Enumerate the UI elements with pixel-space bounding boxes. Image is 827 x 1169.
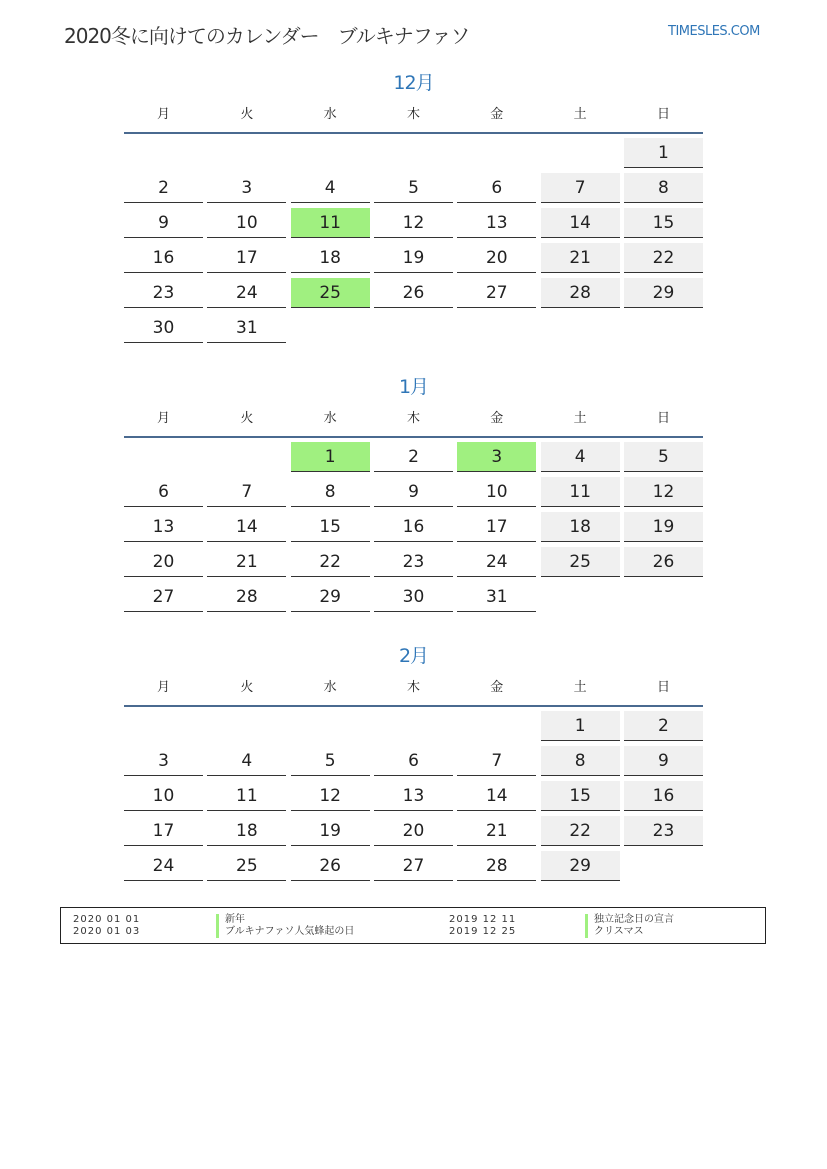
day-cell: 9	[374, 477, 453, 507]
empty-cell	[457, 138, 536, 168]
day-cell: 8	[541, 746, 620, 776]
day-cell: 23	[124, 278, 203, 308]
weekday-label: 火	[240, 680, 254, 695]
day-cell: 19	[624, 512, 703, 542]
day-cell: 27	[124, 582, 203, 612]
empty-cell	[124, 442, 203, 472]
weekday-label: 日	[656, 107, 670, 122]
day-cell: 4	[291, 173, 370, 203]
weekday-label: 月	[156, 107, 170, 122]
weekday-label: 土	[573, 411, 587, 426]
weekday-label: 木	[406, 107, 420, 122]
weekday-label: 月	[156, 411, 170, 426]
day-cell: 21	[457, 816, 536, 846]
day-cell: 4	[207, 746, 286, 776]
day-cell: 13	[457, 208, 536, 238]
weekday-header	[124, 98, 703, 134]
day-cell: 28	[207, 582, 286, 612]
day-cell: 30	[374, 582, 453, 612]
day-cell: 3	[124, 746, 203, 776]
weekday-label: 金	[490, 411, 504, 426]
day-cell: 21	[207, 547, 286, 577]
day-cell: 13	[374, 781, 453, 811]
weekday-label: 日	[656, 411, 670, 426]
day-cell: 18	[541, 512, 620, 542]
day-cell: 8	[624, 173, 703, 203]
day-cell: 25	[207, 851, 286, 881]
weekday-label: 水	[323, 680, 337, 695]
day-cell: 5	[374, 173, 453, 203]
empty-cell	[124, 138, 203, 168]
day-cell: 22	[541, 816, 620, 846]
day-cell: 2	[374, 442, 453, 472]
day-cell: 20	[124, 547, 203, 577]
day-cell: 17	[207, 243, 286, 273]
day-cell: 23	[374, 547, 453, 577]
day-cell: 29	[624, 278, 703, 308]
month-calendar	[124, 68, 703, 343]
day-cell: 2	[124, 173, 203, 203]
day-cell: 6	[124, 477, 203, 507]
day-cell: 5	[291, 746, 370, 776]
weekday-label: 火	[240, 411, 254, 426]
day-cell: 11	[541, 477, 620, 507]
day-cell: 6	[457, 173, 536, 203]
holiday-day-cell: 3	[457, 442, 536, 472]
day-cell: 27	[374, 851, 453, 881]
legend-name: ブルキナファソ人気蜂起の日	[216, 926, 354, 938]
day-cell: 5	[624, 442, 703, 472]
day-cell: 14	[541, 208, 620, 238]
day-cell: 11	[207, 781, 286, 811]
day-cell: 6	[374, 746, 453, 776]
weekday-label: 金	[490, 680, 504, 695]
day-cell: 31	[207, 313, 286, 343]
month-name: 2月	[398, 645, 429, 667]
day-cell: 20	[374, 816, 453, 846]
day-cell: 14	[457, 781, 536, 811]
day-cell: 2	[624, 711, 703, 741]
day-cell: 18	[207, 816, 286, 846]
day-cell: 10	[457, 477, 536, 507]
day-cell: 18	[291, 243, 370, 273]
day-cell: 15	[624, 208, 703, 238]
month-name: 12月	[393, 72, 434, 94]
day-grid	[124, 138, 703, 343]
page-title: 2020冬に向けてのカレンダー ブルキナファソ	[64, 24, 470, 48]
day-cell: 29	[291, 582, 370, 612]
day-grid	[124, 442, 703, 612]
legend-date: 2019 12 25	[449, 926, 517, 937]
day-cell: 15	[541, 781, 620, 811]
weekday-label: 月	[156, 680, 170, 695]
legend-name: クリスマス	[585, 926, 644, 938]
weekday-header	[124, 402, 703, 438]
day-grid	[124, 711, 703, 881]
day-cell: 17	[457, 512, 536, 542]
day-cell: 12	[374, 208, 453, 238]
day-cell: 14	[207, 512, 286, 542]
legend-name: 独立記念日の宣言	[585, 914, 674, 926]
day-cell: 9	[624, 746, 703, 776]
day-cell: 15	[291, 512, 370, 542]
day-cell: 28	[541, 278, 620, 308]
day-cell: 25	[541, 547, 620, 577]
day-cell: 19	[291, 816, 370, 846]
day-cell: 10	[207, 208, 286, 238]
weekday-label: 木	[406, 680, 420, 695]
legend-name: 新年	[216, 914, 245, 926]
day-cell: 19	[374, 243, 453, 273]
day-cell: 28	[457, 851, 536, 881]
empty-cell	[374, 711, 453, 741]
empty-cell	[291, 711, 370, 741]
day-cell: 12	[624, 477, 703, 507]
empty-cell	[207, 711, 286, 741]
holiday-day-cell: 25	[291, 278, 370, 308]
weekday-label: 土	[573, 680, 587, 695]
day-cell: 7	[541, 173, 620, 203]
day-cell: 7	[457, 746, 536, 776]
weekday-label: 日	[656, 680, 670, 695]
empty-cell	[207, 138, 286, 168]
weekday-label: 水	[323, 107, 337, 122]
day-cell: 1	[624, 138, 703, 168]
empty-cell	[374, 138, 453, 168]
weekday-label: 土	[573, 107, 587, 122]
weekday-label: 木	[406, 411, 420, 426]
weekday-label: 水	[323, 411, 337, 426]
day-cell: 1	[541, 711, 620, 741]
empty-cell	[457, 711, 536, 741]
day-cell: 31	[457, 582, 536, 612]
day-cell: 24	[207, 278, 286, 308]
day-cell: 4	[541, 442, 620, 472]
day-cell: 30	[124, 313, 203, 343]
month-calendar	[124, 372, 703, 612]
day-cell: 26	[291, 851, 370, 881]
day-cell: 23	[624, 816, 703, 846]
empty-cell	[124, 711, 203, 741]
month-name: 1月	[398, 376, 429, 398]
day-cell: 27	[457, 278, 536, 308]
day-cell: 13	[124, 512, 203, 542]
day-cell: 29	[541, 851, 620, 881]
day-cell: 22	[624, 243, 703, 273]
weekday-label: 火	[240, 107, 254, 122]
legend-date: 2020 01 03	[73, 926, 141, 937]
empty-cell	[207, 442, 286, 472]
empty-cell	[291, 138, 370, 168]
legend-date: 2020 01 01	[73, 914, 141, 925]
site-link[interactable]: TIMESLES.COM	[668, 24, 760, 39]
legend-date: 2019 12 11	[449, 914, 517, 925]
weekday-header	[124, 671, 703, 707]
empty-cell	[541, 138, 620, 168]
month-calendar	[124, 641, 703, 881]
day-cell: 8	[291, 477, 370, 507]
day-cell: 26	[624, 547, 703, 577]
holiday-day-cell: 11	[291, 208, 370, 238]
day-cell: 24	[124, 851, 203, 881]
holiday-day-cell: 1	[291, 442, 370, 472]
day-cell: 24	[457, 547, 536, 577]
day-cell: 10	[124, 781, 203, 811]
day-cell: 21	[541, 243, 620, 273]
day-cell: 7	[207, 477, 286, 507]
day-cell: 22	[291, 547, 370, 577]
day-cell: 9	[124, 208, 203, 238]
weekday-label: 金	[490, 107, 504, 122]
day-cell: 20	[457, 243, 536, 273]
day-cell: 16	[624, 781, 703, 811]
day-cell: 17	[124, 816, 203, 846]
day-cell: 16	[124, 243, 203, 273]
day-cell: 26	[374, 278, 453, 308]
day-cell: 3	[207, 173, 286, 203]
day-cell: 12	[291, 781, 370, 811]
holiday-legend	[60, 907, 766, 944]
day-cell: 16	[374, 512, 453, 542]
